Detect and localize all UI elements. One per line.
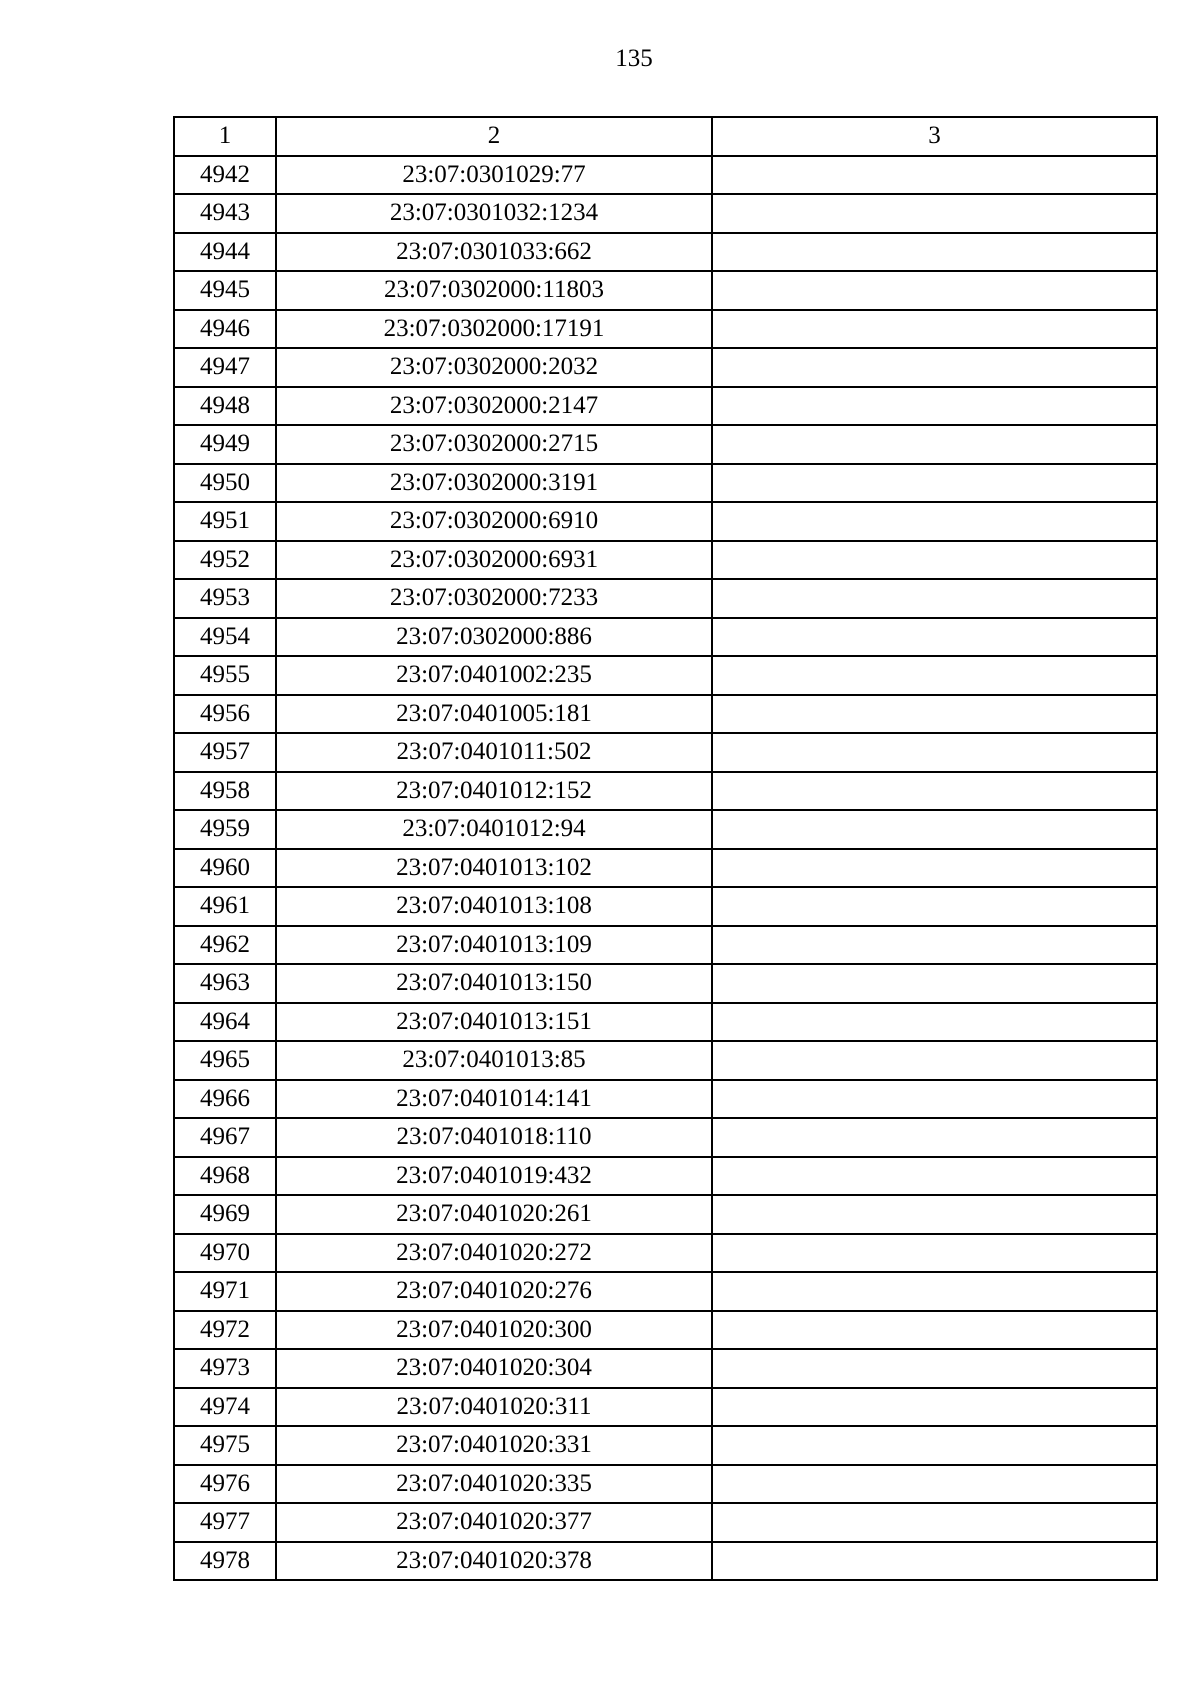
- cadastral-number-cell: 23:07:0302000:7233: [276, 579, 712, 618]
- table-row: [174, 618, 1157, 657]
- note-cell: [712, 656, 1157, 695]
- table-header: [174, 117, 1157, 156]
- table-row: [174, 926, 1157, 965]
- column-header-3: 3: [712, 117, 1157, 156]
- cadastral-number-cell: 23:07:0401012:152: [276, 772, 712, 811]
- note-cell: [712, 810, 1157, 849]
- cadastral-number-cell: 23:07:0401013:108: [276, 887, 712, 926]
- cadastral-number-cell: 23:07:0401018:110: [276, 1118, 712, 1157]
- note-cell: [712, 156, 1157, 195]
- row-number-cell: 4959: [174, 810, 276, 849]
- table-row: [174, 502, 1157, 541]
- column-header-2: 2: [276, 117, 712, 156]
- row-number-cell: 4960: [174, 849, 276, 888]
- note-cell: [712, 579, 1157, 618]
- row-number-cell: 4944: [174, 233, 276, 272]
- table-row: [174, 1311, 1157, 1350]
- cadastral-number-cell: 23:07:0301029:77: [276, 156, 712, 195]
- row-number-cell: 4957: [174, 733, 276, 772]
- cadastral-number-cell: 23:07:0302000:2147: [276, 387, 712, 426]
- note-cell: [712, 271, 1157, 310]
- row-number-cell: 4956: [174, 695, 276, 734]
- note-cell: [712, 1195, 1157, 1234]
- row-number-cell: 4971: [174, 1272, 276, 1311]
- row-number-cell: 4961: [174, 887, 276, 926]
- table-row: [174, 1503, 1157, 1542]
- column-header-1: 1: [174, 117, 276, 156]
- table-row: [174, 849, 1157, 888]
- table-body: [174, 156, 1157, 1581]
- table-row: [174, 1426, 1157, 1465]
- table-row: [174, 772, 1157, 811]
- table-row: [174, 733, 1157, 772]
- note-cell: [712, 695, 1157, 734]
- cadastral-number-cell: 23:07:0401005:181: [276, 695, 712, 734]
- note-cell: [712, 1118, 1157, 1157]
- table-row: [174, 656, 1157, 695]
- row-number-cell: 4942: [174, 156, 276, 195]
- cadastral-number-cell: 23:07:0401002:235: [276, 656, 712, 695]
- note-cell: [712, 1080, 1157, 1119]
- row-number-cell: 4958: [174, 772, 276, 811]
- note-cell: [712, 348, 1157, 387]
- row-number-cell: 4968: [174, 1157, 276, 1196]
- cadastral-number-cell: 23:07:0401020:261: [276, 1195, 712, 1234]
- cadastral-number-cell: 23:07:0401013:109: [276, 926, 712, 965]
- row-number-cell: 4972: [174, 1311, 276, 1350]
- cadastral-number-cell: 23:07:0302000:11803: [276, 271, 712, 310]
- row-number-cell: 4962: [174, 926, 276, 965]
- table-row: [174, 1157, 1157, 1196]
- cadastral-number-cell: 23:07:0302000:2032: [276, 348, 712, 387]
- table-row: [174, 887, 1157, 926]
- cadastral-number-cell: 23:07:0401020:276: [276, 1272, 712, 1311]
- cadastral-number-cell: 23:07:0401020:378: [276, 1542, 712, 1581]
- row-number-cell: 4952: [174, 541, 276, 580]
- row-number-cell: 4976: [174, 1465, 276, 1504]
- cadastral-number-cell: 23:07:0302000:2715: [276, 425, 712, 464]
- table-row: [174, 464, 1157, 503]
- note-cell: [712, 1388, 1157, 1427]
- row-number-cell: 4954: [174, 618, 276, 657]
- cadastral-number-cell: 23:07:0401020:272: [276, 1234, 712, 1273]
- registry-table: [173, 116, 1158, 1581]
- table-row: [174, 1465, 1157, 1504]
- row-number-cell: 4953: [174, 579, 276, 618]
- row-number-cell: 4973: [174, 1349, 276, 1388]
- table-row: [174, 579, 1157, 618]
- row-number-cell: 4978: [174, 1542, 276, 1581]
- table-row: [174, 1118, 1157, 1157]
- table-row: [174, 1041, 1157, 1080]
- cadastral-number-cell: 23:07:0401013:85: [276, 1041, 712, 1080]
- cadastral-number-cell: 23:07:0302000:17191: [276, 310, 712, 349]
- note-cell: [712, 1003, 1157, 1042]
- note-cell: [712, 1503, 1157, 1542]
- note-cell: [712, 502, 1157, 541]
- note-cell: [712, 1272, 1157, 1311]
- table-row: [174, 156, 1157, 195]
- note-cell: [712, 1157, 1157, 1196]
- cadastral-number-cell: 23:07:0401013:150: [276, 964, 712, 1003]
- table-row: [174, 1234, 1157, 1273]
- note-cell: [712, 926, 1157, 965]
- table-row: [174, 810, 1157, 849]
- table-row: [174, 348, 1157, 387]
- page-number: 135: [615, 45, 653, 72]
- cadastral-number-cell: 23:07:0302000:6931: [276, 541, 712, 580]
- table-row: [174, 1542, 1157, 1581]
- note-cell: [712, 849, 1157, 888]
- cadastral-number-cell: 23:07:0302000:886: [276, 618, 712, 657]
- row-number-cell: 4946: [174, 310, 276, 349]
- row-number-cell: 4970: [174, 1234, 276, 1273]
- row-number-cell: 4977: [174, 1503, 276, 1542]
- cadastral-number-cell: 23:07:0401014:141: [276, 1080, 712, 1119]
- note-cell: [712, 1349, 1157, 1388]
- row-number-cell: 4963: [174, 964, 276, 1003]
- table-row: [174, 271, 1157, 310]
- row-number-cell: 4948: [174, 387, 276, 426]
- note-cell: [712, 1542, 1157, 1581]
- table-row: [174, 233, 1157, 272]
- row-number-cell: 4955: [174, 656, 276, 695]
- table-row: [174, 1388, 1157, 1427]
- row-number-cell: 4949: [174, 425, 276, 464]
- cadastral-number-cell: 23:07:0401020:311: [276, 1388, 712, 1427]
- note-cell: [712, 618, 1157, 657]
- table-row: [174, 310, 1157, 349]
- table-row: [174, 425, 1157, 464]
- note-cell: [712, 1465, 1157, 1504]
- note-cell: [712, 464, 1157, 503]
- row-number-cell: 4974: [174, 1388, 276, 1427]
- header-row: [174, 117, 1157, 156]
- row-number-cell: 4950: [174, 464, 276, 503]
- note-cell: [712, 233, 1157, 272]
- row-number-cell: 4951: [174, 502, 276, 541]
- row-number-cell: 4945: [174, 271, 276, 310]
- note-cell: [712, 887, 1157, 926]
- cadastral-number-cell: 23:07:0401013:102: [276, 849, 712, 888]
- cadastral-number-cell: 23:07:0302000:6910: [276, 502, 712, 541]
- row-number-cell: 4964: [174, 1003, 276, 1042]
- row-number-cell: 4969: [174, 1195, 276, 1234]
- note-cell: [712, 1041, 1157, 1080]
- table-row: [174, 541, 1157, 580]
- cadastral-number-cell: 23:07:0401020:331: [276, 1426, 712, 1465]
- note-cell: [712, 194, 1157, 233]
- table-row: [174, 1349, 1157, 1388]
- row-number-cell: 4966: [174, 1080, 276, 1119]
- row-number-cell: 4975: [174, 1426, 276, 1465]
- note-cell: [712, 310, 1157, 349]
- note-cell: [712, 541, 1157, 580]
- cadastral-number-cell: 23:07:0301032:1234: [276, 194, 712, 233]
- table-row: [174, 1080, 1157, 1119]
- cadastral-number-cell: 23:07:0401019:432: [276, 1157, 712, 1196]
- table-row: [174, 964, 1157, 1003]
- table-row: [174, 1272, 1157, 1311]
- note-cell: [712, 425, 1157, 464]
- row-number-cell: 4967: [174, 1118, 276, 1157]
- cadastral-number-cell: 23:07:0401020:377: [276, 1503, 712, 1542]
- note-cell: [712, 1234, 1157, 1273]
- table-row: [174, 1003, 1157, 1042]
- cadastral-number-cell: 23:07:0401011:502: [276, 733, 712, 772]
- table-row: [174, 387, 1157, 426]
- table-row: [174, 695, 1157, 734]
- note-cell: [712, 772, 1157, 811]
- table-row: [174, 1195, 1157, 1234]
- note-cell: [712, 964, 1157, 1003]
- cadastral-number-cell: 23:07:0401020:304: [276, 1349, 712, 1388]
- note-cell: [712, 733, 1157, 772]
- cadastral-number-cell: 23:07:0301033:662: [276, 233, 712, 272]
- cadastral-number-cell: 23:07:0401013:151: [276, 1003, 712, 1042]
- row-number-cell: 4947: [174, 348, 276, 387]
- cadastral-number-cell: 23:07:0401020:335: [276, 1465, 712, 1504]
- note-cell: [712, 1311, 1157, 1350]
- row-number-cell: 4943: [174, 194, 276, 233]
- row-number-cell: 4965: [174, 1041, 276, 1080]
- note-cell: [712, 1426, 1157, 1465]
- cadastral-number-cell: 23:07:0401020:300: [276, 1311, 712, 1350]
- cadastral-number-cell: 23:07:0302000:3191: [276, 464, 712, 503]
- cadastral-number-cell: 23:07:0401012:94: [276, 810, 712, 849]
- note-cell: [712, 387, 1157, 426]
- table-row: [174, 194, 1157, 233]
